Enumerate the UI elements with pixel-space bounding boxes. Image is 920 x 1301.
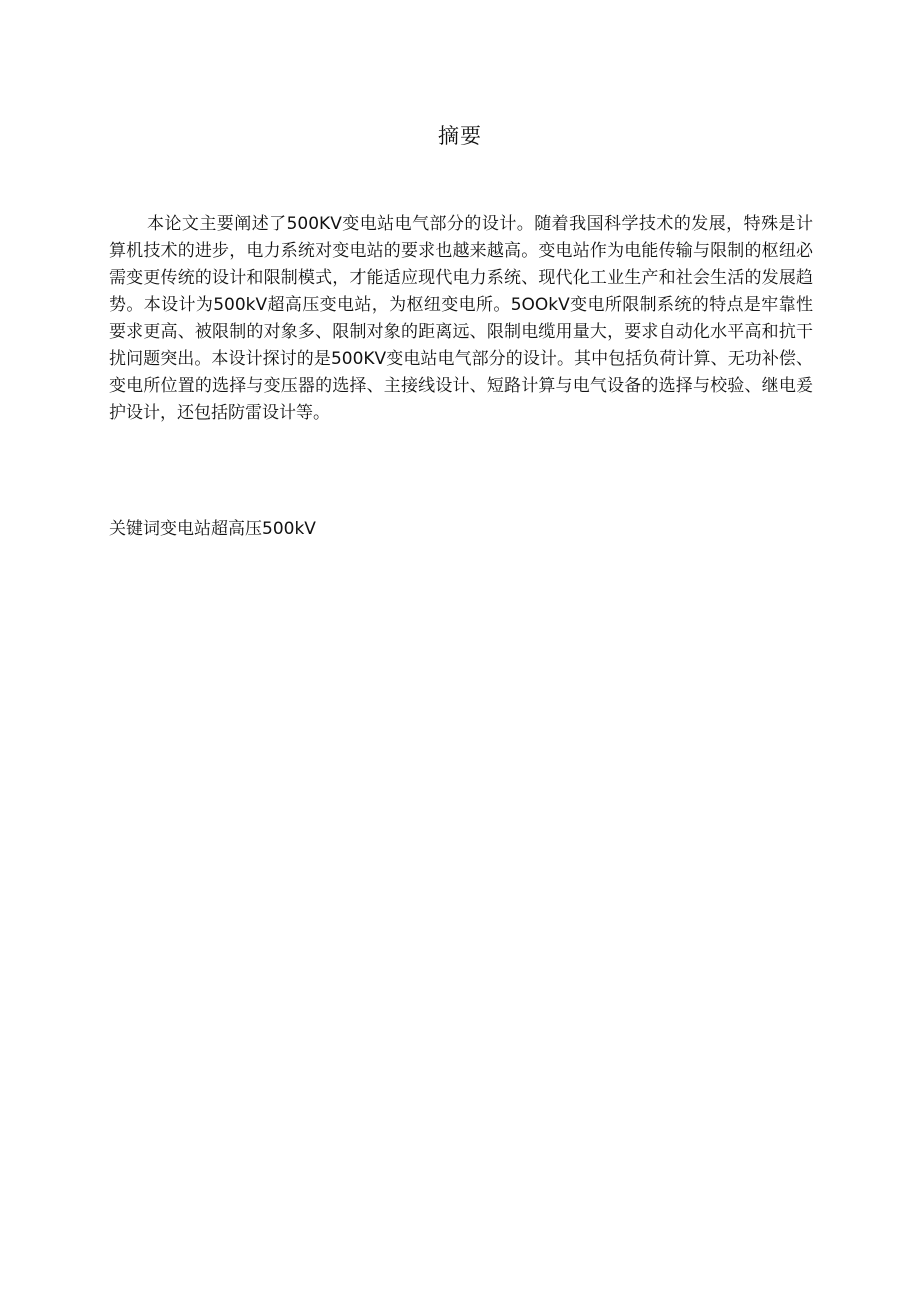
abstract-paragraph: 本论文主要阐述了500KV变电站电气部分的设计。随着我国科学技术的发展，特殊是计算机技术的进步，电力系统对变电站的要求也越来越高。变电站作为电能传输与限制的枢纽必需变更传统的设计和限制模式，才能适应现代电力系统、现代化工业生产和社会生活的发展趋势。本设计为500kV超高压变电站，为枢纽变电所。5OOkV变电所限制系统的特点是牢靠性要求更高、被限制的对象多、限制对象的距离远、限制电缆用量大，要求自动化水平高和抗干扰问题突出。本设计探讨的是500KV变电站电气部分的设计。其中包括负荷计算、无功补偿、变电所位置的选择与变压器的选择、主接线设计、短路计算与电气设备的选择与校验、继电爰护设计，还包括防雷设计等。 bbox=[109, 214, 813, 423]
page-title: 摘要 bbox=[438, 124, 482, 148]
keywords-line: 关键词变电站超高压500kV bbox=[109, 519, 316, 539]
